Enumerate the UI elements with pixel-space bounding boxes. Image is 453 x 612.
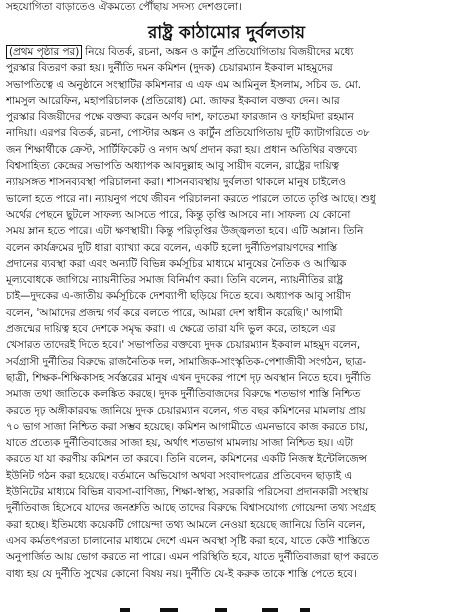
article-line: সমাজ তথা জাতিকে কলঙ্কিত করছে। দুদক দুর্নীতিবাজদের বিরুদ্ধে শতভাগ শাস্তি নিশ্চিত: [6, 388, 361, 401]
article-line: করা হচ্ছে। ইতিমধ্যে কয়েকটি গোয়েন্দা তথ্য আমলে নেওয়া হয়েছে জানিয়ে তিনি বলেন,: [6, 518, 366, 531]
article-line: পুরস্কার বিজয়ীদের পক্ষে বক্তব্য করেন অর্ণব দাশ, ফাতেমা ফারজান ও ফাহমিদা রহমান: [6, 111, 354, 124]
article-line: সভাপতিত্বে এ অনুষ্ঠানে সংস্থাটির কমিশনার এ এফ এম আমিনুল ইসলাম, সচিব ড. মো.: [6, 78, 362, 91]
clipped-glyph-mark: [300, 608, 310, 612]
article-line: চাই—দুদকের এ-জাতীয় কর্মসূচিকে দেশব্যাপী ছড়িয়ে দিতে হবে। অধ্যাপক আবু সায়ীদ: [6, 290, 351, 303]
article-line: পুরস্কার বিতরণ করা হয়। দুর্নীতি দমন কমিশন (দুদক) চেয়ারম্যান ইকবাল মাহমুদের: [6, 62, 333, 75]
clipped-glyph-mark: [120, 608, 130, 612]
first-line-text: নিয়ে বিতর্ক, রচনা, অঙ্কন ও কার্টুন প্রতিযোগিতায় বিজয়ীদের মধ্যে: [85, 46, 354, 58]
article-line: প্রদানের ব্যবস্থা করা এবং অন্যটি বিভিন্ন কর্মসূচির মাধ্যমে মানুষের নৈতিক ও আত্মিক: [6, 257, 347, 270]
article-line: [6, 44, 447, 60]
clipped-glyph-mark: [215, 608, 227, 612]
article-line: ৭০ ভাগ সাজা নিশ্চিত করা সম্ভব হয়েছে। কমিশন আগামীতে এমনভাবে কাজ করতে চায়,: [6, 420, 369, 433]
article-line: বাধ্য হয় যে দুর্নীতি সুখের কোনো বিষয় নয়। দুর্নীতি যে-ই করুক তাকে শাস্তি পেতে হবে।: [6, 567, 357, 580]
article-line: যাতে প্রত্যেক দুর্নীতিবাজের সাজা হয়, অর্থাৎ শতভাগ মামলায় সাজা নিশ্চিত হয়। এটা: [6, 437, 354, 450]
article-line: খেসারত তাদেরই দিতে হবে।' সভাপতির বক্তব্যে দুদক চেয়ারম্যান ইকবাল মাহমুদ বলেন,: [6, 339, 361, 352]
article-line: ইউনিটের মাধ্যমে বিভিন্ন ব্যবসা-বাণিজ্য, শিক্ষা-স্বাস্থ্য, সরকারি পরিসেবা প্রদানকারী সংস্থায়: [6, 486, 369, 499]
article-line: বলেন, 'আমাদের প্রজন্ম গর্ব করে বলতে পারে, আমরা দেশ স্বাধীন করেছি।' আগামী: [6, 306, 343, 319]
article-line: নাদিয়া। এরপর বিতর্ক, রচনা, পোস্টার অঙ্কন ও কার্টুন প্রতিযোগিতায় দুটি ক্যাটাগরিতে ৩৮: [6, 127, 370, 140]
article-line: সময় ম্লান হতে পারে। এটা ক্ষণস্থায়ী। কিন্তু পরিতৃপ্তির উজ্জ্বলতা হবে। এটি অম্লান। তিনি: [6, 225, 364, 238]
article-line: অনুপার্জিত আয় ভোগ করতে না পারে। এমন পরিস্থিতি হবে, যাতে দুর্নীতিবাজরা ছাপ করতে: [6, 551, 379, 564]
clipped-glyph-mark: [262, 608, 278, 612]
article-line: প্রজন্মের দায়িত্ব হবে দেশকে সমৃদ্ধ করা। এ ক্ষেত্রে তারা যদি ভুল করে, তাহলে এর: [6, 323, 336, 336]
clipped-glyph-mark: [160, 608, 178, 612]
article-line: ন্যায়সঙ্গত শাসনব্যবস্থা পরিচালনা করা। শাসনব্যবস্থায় দুর্বলতা থাকলে মানুষ চাইলেও: [6, 176, 346, 189]
continuation-label: (প্রথম পৃষ্ঠার পর): [6, 45, 82, 59]
article-line: ছাত্রী, শিক্ষক-শিক্ষিকাসহ সর্বস্তরের মানুষ এখন দুদকের পাশে দৃঢ় অবস্থান নিতে হবে। দুর্নীতি: [6, 371, 371, 384]
article-line: বিশ্বসাহিত্য কেন্দ্রের সভাপতি অধ্যাপক আবদুল্লাহ আবু সায়ীদ বলেন, রাষ্ট্রের দায়িত্ব: [6, 160, 339, 173]
article-line: দুর্নীতিবাজ হিসেবে যাদের জনশ্রুতি আছে তাদের বিরুদ্ধে বিশ্বাসযোগ্য গোয়েন্দা তথ্য সংগ্রহ: [6, 502, 376, 515]
article-line: মূল্যবোধকে জাগিয়ে ন্যায়নীতির সমাজ বিনির্মাণ করা। তিনি বলেন, ন্যায়নীতির রাষ্ট্র: [6, 274, 344, 287]
article-headline: রাষ্ট্র কাঠামোর দুর্বলতায়: [147, 23, 306, 43]
article-line: ভালো হতে পারে না। ন্যায়নুগ পথে জীবন পরিচালনা করতে পারলে তাতে তৃপ্তি আছে। শুধু: [6, 192, 376, 205]
next-article-top-edge: [0, 606, 453, 612]
article-line: করতে দৃঢ় অঙ্গীকারবদ্ধ জানিয়ে দুদক চেয়ারম্যান বলেন, গত বছর কমিশনের মামলায় প্রায়: [6, 404, 366, 417]
article-body: [6, 44, 447, 604]
article-line: এসব কর্মতৎপরতা চালানোর মাধ্যমে দেশে এমন অবস্থা সৃষ্টি করা হবে, যাতে কেউ শাস্তিতে: [6, 534, 370, 547]
article-line: অর্থের পেছনে ছুটলে সাফল্য আসতে পারে, কিন্তু তৃপ্তি আসবে না। সাফল্য যে কোনো: [6, 208, 351, 221]
article-line: করতে যা যা করণীয় কমিশন তা করবে। তিনি বলেন, কমিশনের একটি নিজস্ব ইন্টেলিজেন্স: [6, 453, 367, 466]
article-line: শামসুল আরেফিন, মহাপরিচালক (প্রতিরোধ) মো. জাফর ইকবাল বক্তব্য দেন। আর: [6, 94, 340, 107]
article-line: সর্বগ্রাসী দুর্নীতির বিরুদ্ধে রাজনৈতিক দল, সামাজিক-সাংস্কৃতিক-পেশাজীবী সংগঠন, ছাত্র-: [6, 355, 367, 368]
previous-article-tail: সহযোগিতা বাড়াতেও ঐকমত্যে পৌঁছায় সদস্য দেশগুলো।: [6, 1, 242, 13]
article-line: বলেন কার্যক্রমের দুটি ধারা ব্যাখ্যা করে বলেন, একটি হলো দুর্নীতিপরায়ণদের শাস্তি: [6, 241, 337, 254]
article-line: জন শিক্ষার্থীকে ক্রেস্ট, সার্টিফিকেট ও নগদ অর্থ প্রদান করা হয়। প্রধান অতিথির বক্তব্যে: [6, 143, 358, 156]
article-line: ইউনিট গঠন করা হয়েছে। বর্তমানে অভিযোগ অথবা সংবাদপত্রের প্রতিবেদন ছাড়াই এ: [6, 469, 353, 482]
